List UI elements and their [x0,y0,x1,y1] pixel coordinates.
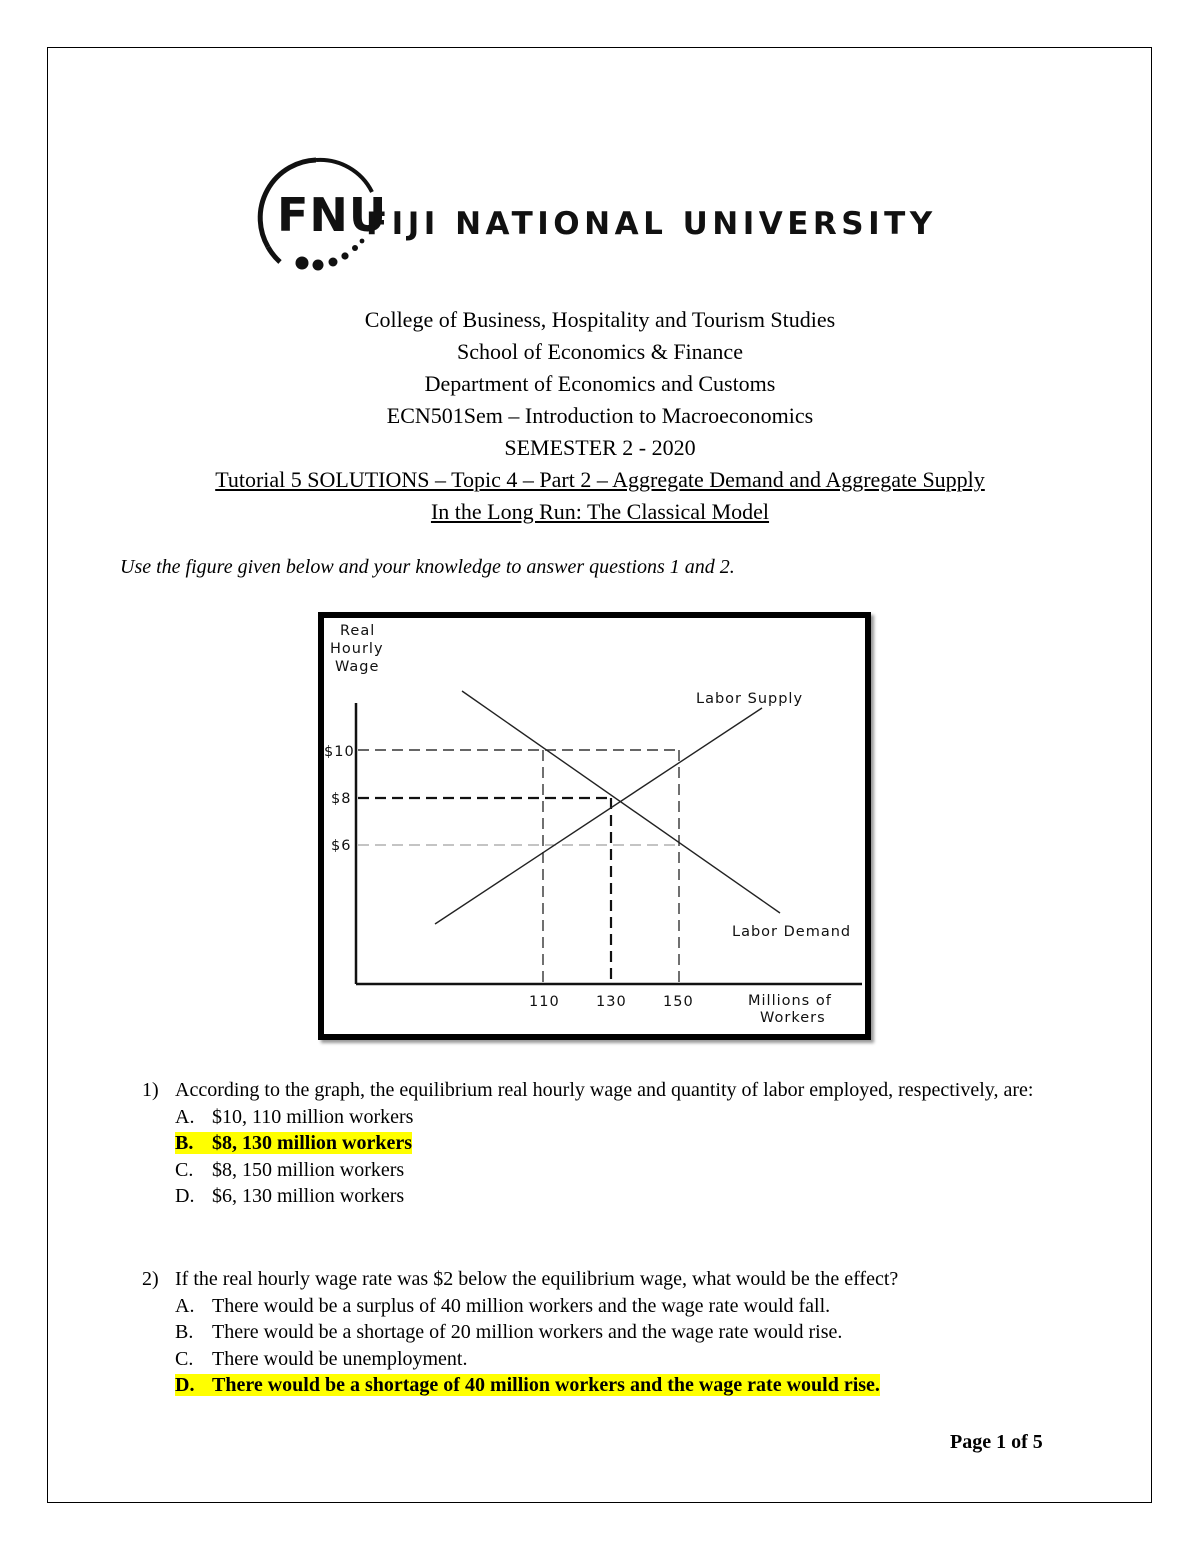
x-axis-label-line-2: Workers [760,1010,826,1026]
x-tick-label: 110 [529,994,560,1010]
y-tick-label: $6 [331,838,352,854]
option-b: B. There would be a shortage of 20 million workers and the wage rate would rise. [175,1321,843,1343]
course-name: ECN501Sem – Introduction to Macroeconomics [386,403,814,428]
document-header [100,304,1100,528]
y-axis-label-line-2: Hourly [330,641,384,657]
option-d-correct: D. There would be a shortage of 40 million workers and the wage rate would rise. [175,1374,880,1396]
college-name: College of Business, Hospitality and Tourism Studies [364,307,836,332]
x-axis-label-line-1: Millions of [748,993,832,1009]
school-name: School of Economics & Finance [457,339,743,364]
y-tick-label: $8 [331,791,352,807]
instruction-text: Use the figure given below and your knowledge to answer questions 1 and 2. [120,556,735,578]
option-d: D. $6, 130 million workers [175,1185,405,1207]
semester: SEMESTER 2 - 2020 [504,435,696,460]
fnu-logo [250,152,970,282]
x-tick-label: 130 [596,994,627,1010]
department-name: Department of Economics and Customs [424,371,776,396]
labor-supply-curve [435,708,762,924]
y-axis-label-line-1: Real [340,623,376,639]
labor-supply-label: Labor Supply [696,691,804,707]
option-b-correct: B. $8, 130 million workers [175,1132,412,1154]
tutorial-subtitle: In the Long Run: The Classical Model [430,499,770,524]
question-number: 1) [142,1079,159,1101]
option-c: C. $8, 150 million workers [175,1158,405,1181]
logo-university-name: FIJI NATIONAL UNIVERSITY [366,206,937,242]
labor-demand-label: Labor Demand [732,924,852,940]
labor-demand-curve [462,691,780,913]
x-tick-label: 150 [663,994,694,1010]
logo-abbreviation: FNU [277,188,388,242]
labor-market-chart [318,612,871,1040]
y-tick-label: $10 [324,744,355,760]
page-number: Page 1 of 5 [950,1431,1043,1453]
option-a: A. There would be a surplus of 40 million workers and the wage rate would fall. [175,1294,831,1317]
option-c: C. There would be unemployment. [175,1347,468,1370]
y-axis-label-line-3: Wage [335,659,380,675]
question-number: 2) [142,1268,159,1290]
option-a: A. $10, 110 million workers [175,1105,414,1128]
tutorial-title: Tutorial 5 SOLUTIONS – Topic 4 – Part 2 – Aggregate Demand and Aggregate Supply [215,467,985,492]
question-stem: According to the graph, the equilibrium real hourly wage and quantity of labor employed, respectively, are: [175,1079,1034,1101]
question-stem: If the real hourly wage rate was $2 below the equilibrium wage, what would be the effect? [175,1268,899,1290]
labor-market-figure [318,612,871,1040]
